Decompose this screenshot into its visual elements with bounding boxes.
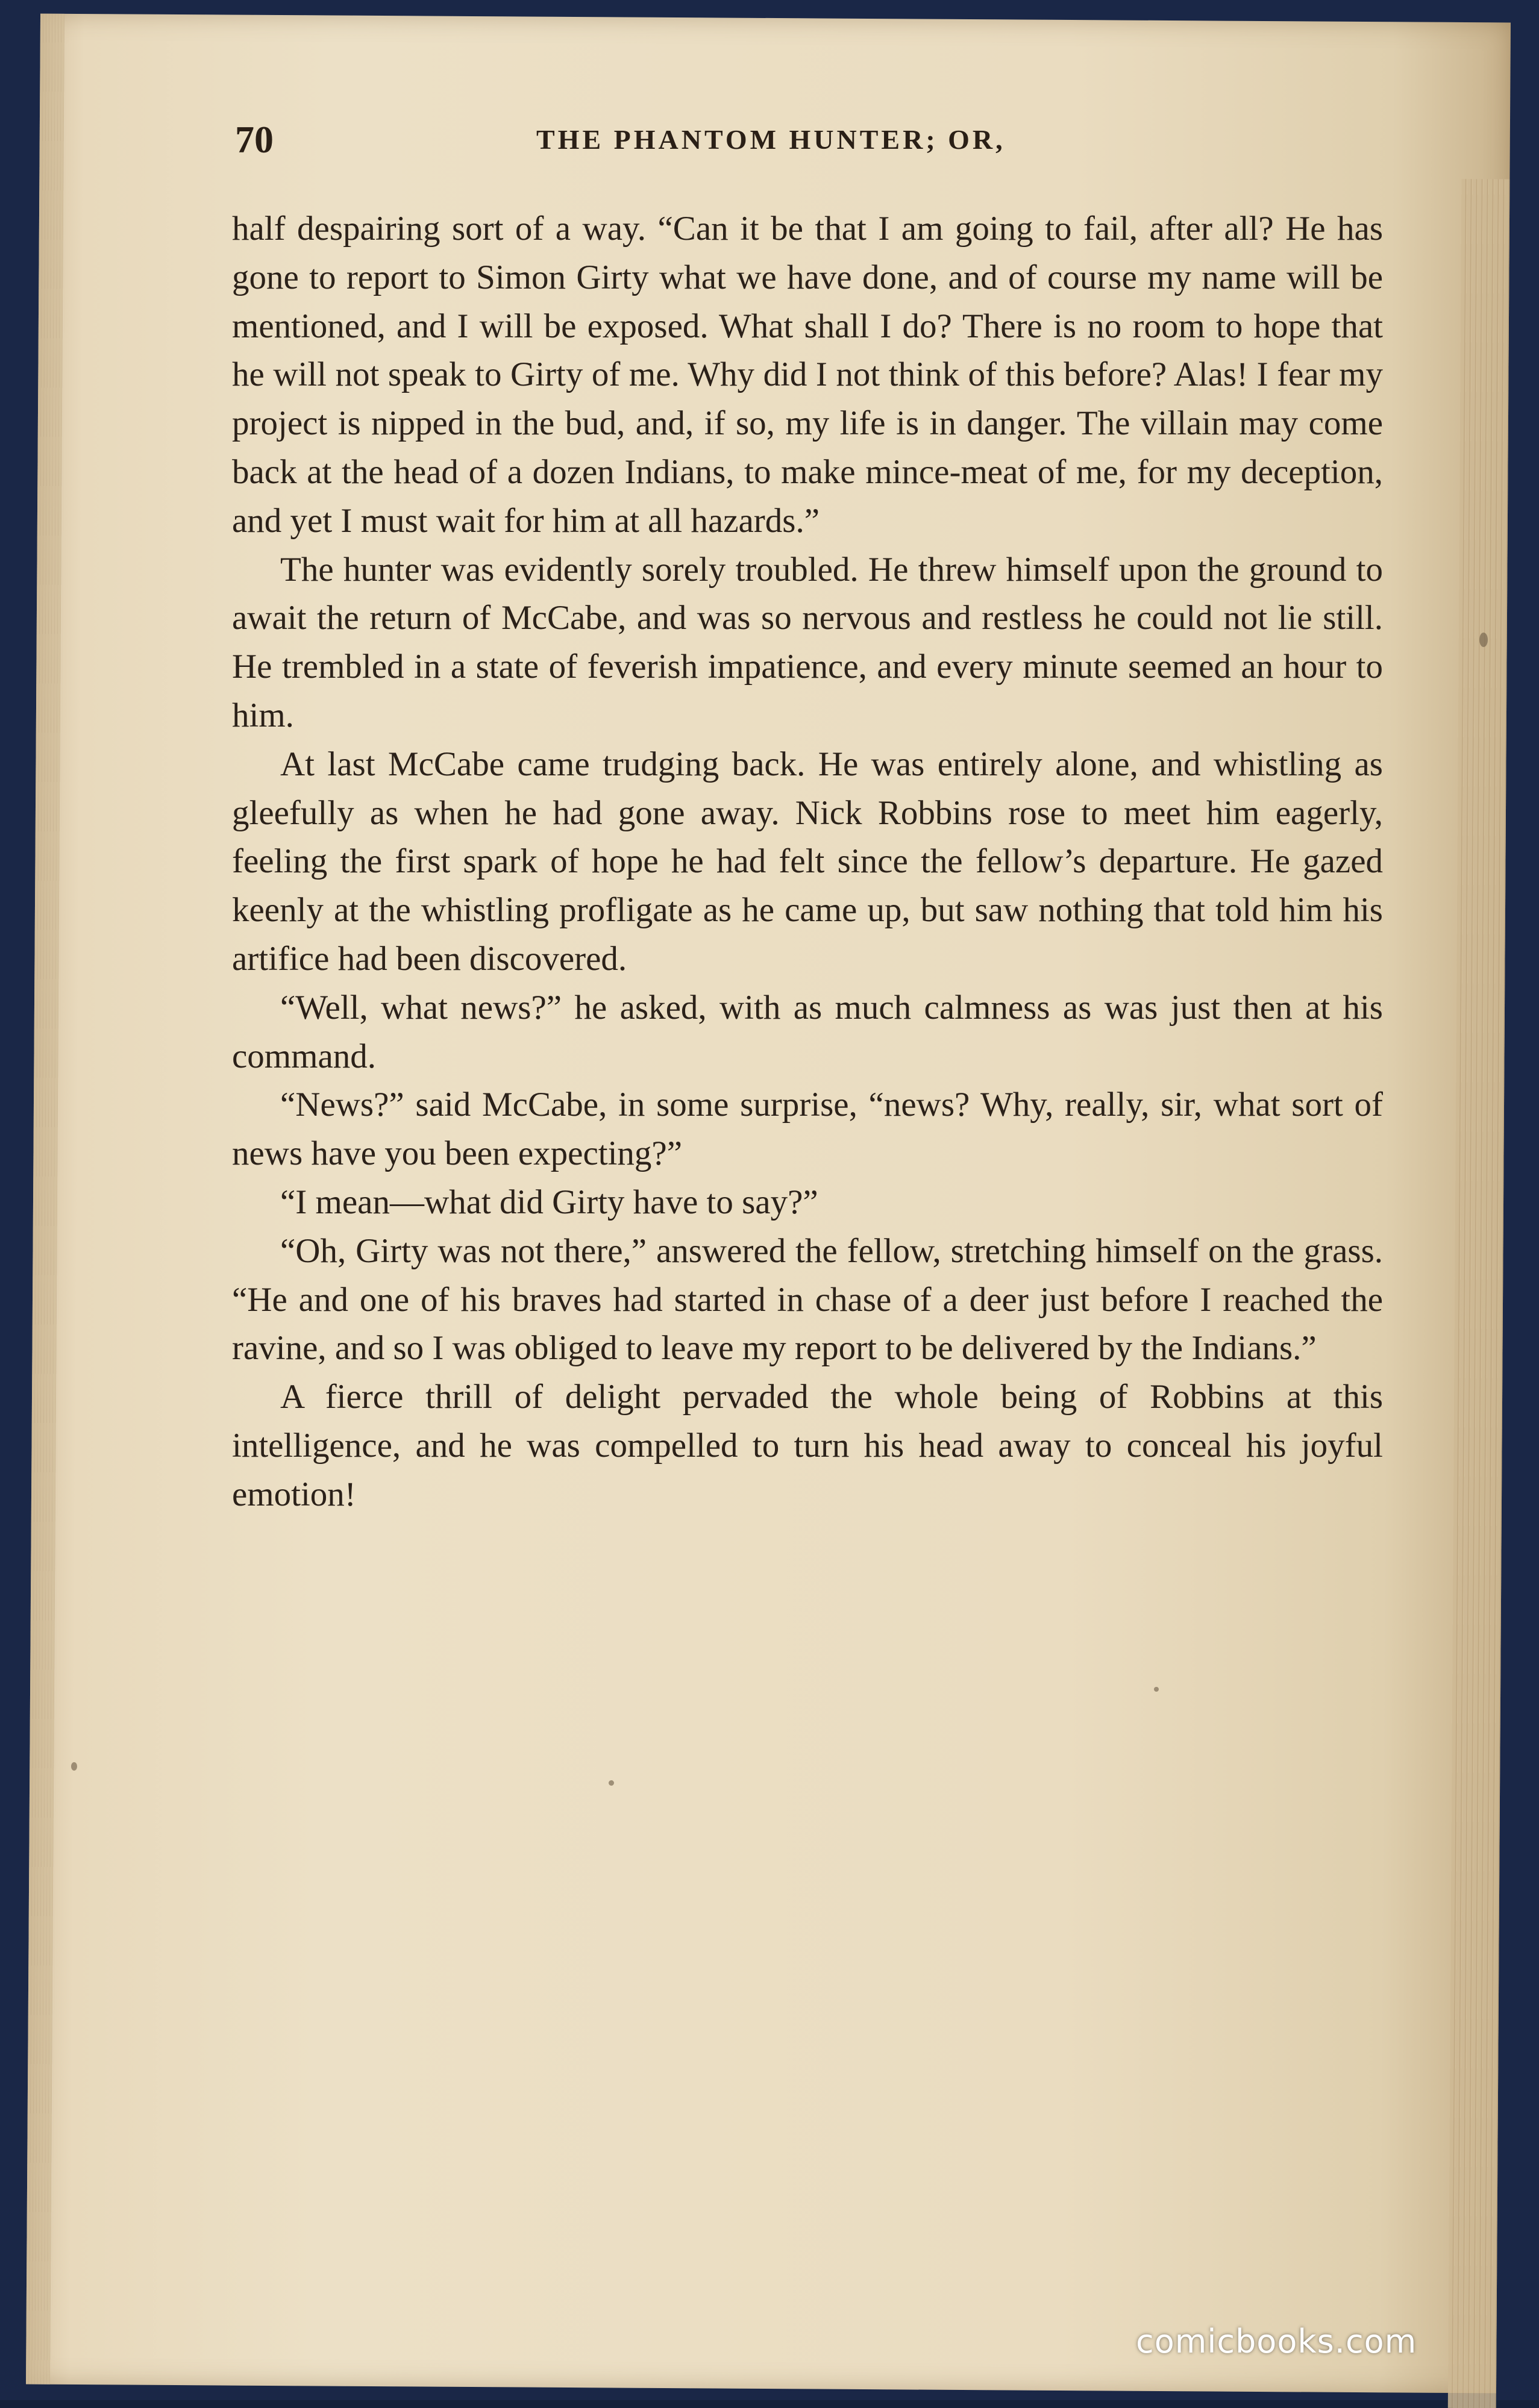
paper-speck xyxy=(1154,1687,1159,1692)
page-header xyxy=(199,117,1392,166)
paragraph: A fierce thrill of delight pervaded the whole being of Robbins at this intelligence, and he was compelled to turn his head away to conceal his joyful emotion! xyxy=(232,1378,1383,1513)
body-text xyxy=(232,205,1383,1519)
paragraph: half despairing sort of a way. “Can it be that I am going to fail, after all? He has gone to report to Simon Girty what we have done, and of course my name will be mentioned, and I will be exposed. What shall I do? There is no room to hope that he will not speak to Girty of me. Why did I not think of this before? Alas! I fear my project is nipped in the bud, and, if so, my life is in danger. The villain may come back at the head of a dozen Indians, to make mince-meat of me, for my deception, and yet I must wait for him at all hazards.” xyxy=(232,210,1383,540)
paper-speck xyxy=(71,1762,77,1771)
running-head: THE PHANTOM HUNTER; OR, xyxy=(536,124,1006,155)
paragraph: At last McCabe came trudging back. He was entirely alone, and whistling as gleefully as when he had gone away. Nick Robbins rose to meet him eagerly, feeling the first spark of hope he had felt since the fellow’s departure. He gazed keenly at the whistling profligate as he came up, but saw nothing that told him his artifice had been discovered. xyxy=(232,745,1383,978)
site-watermark: comicbooks.com xyxy=(1136,2322,1417,2360)
paragraph: “I mean—what did Girty have to say?” xyxy=(280,1183,818,1221)
paragraph: The hunter was evidently sorely troubled. He threw himself upon the ground to await the return of McCabe, and was so nervous and restless he could not lie still. He trembled in a state of feverish impatience, and every minute seemed an hour to him. xyxy=(232,550,1383,734)
paragraph: “Well, what news?” he asked, with as much calmness as was just then at his command. xyxy=(232,988,1383,1075)
page-number: 70 xyxy=(235,118,274,161)
paragraph: “Oh, Girty was not there,” answered the fellow, stretching himself on the grass. “He and one of his braves had started in chase of a deer just before I reached the ravine, and so I was obliged to leave my report to be delivered by the Indians.” xyxy=(232,1231,1383,1368)
paper-speck xyxy=(609,1780,614,1786)
paper-speck xyxy=(1479,633,1488,647)
paragraph: “News?” said McCabe, in some surprise, “news? Why, really, sir, what sort of news have you been expecting?” xyxy=(232,1086,1383,1173)
